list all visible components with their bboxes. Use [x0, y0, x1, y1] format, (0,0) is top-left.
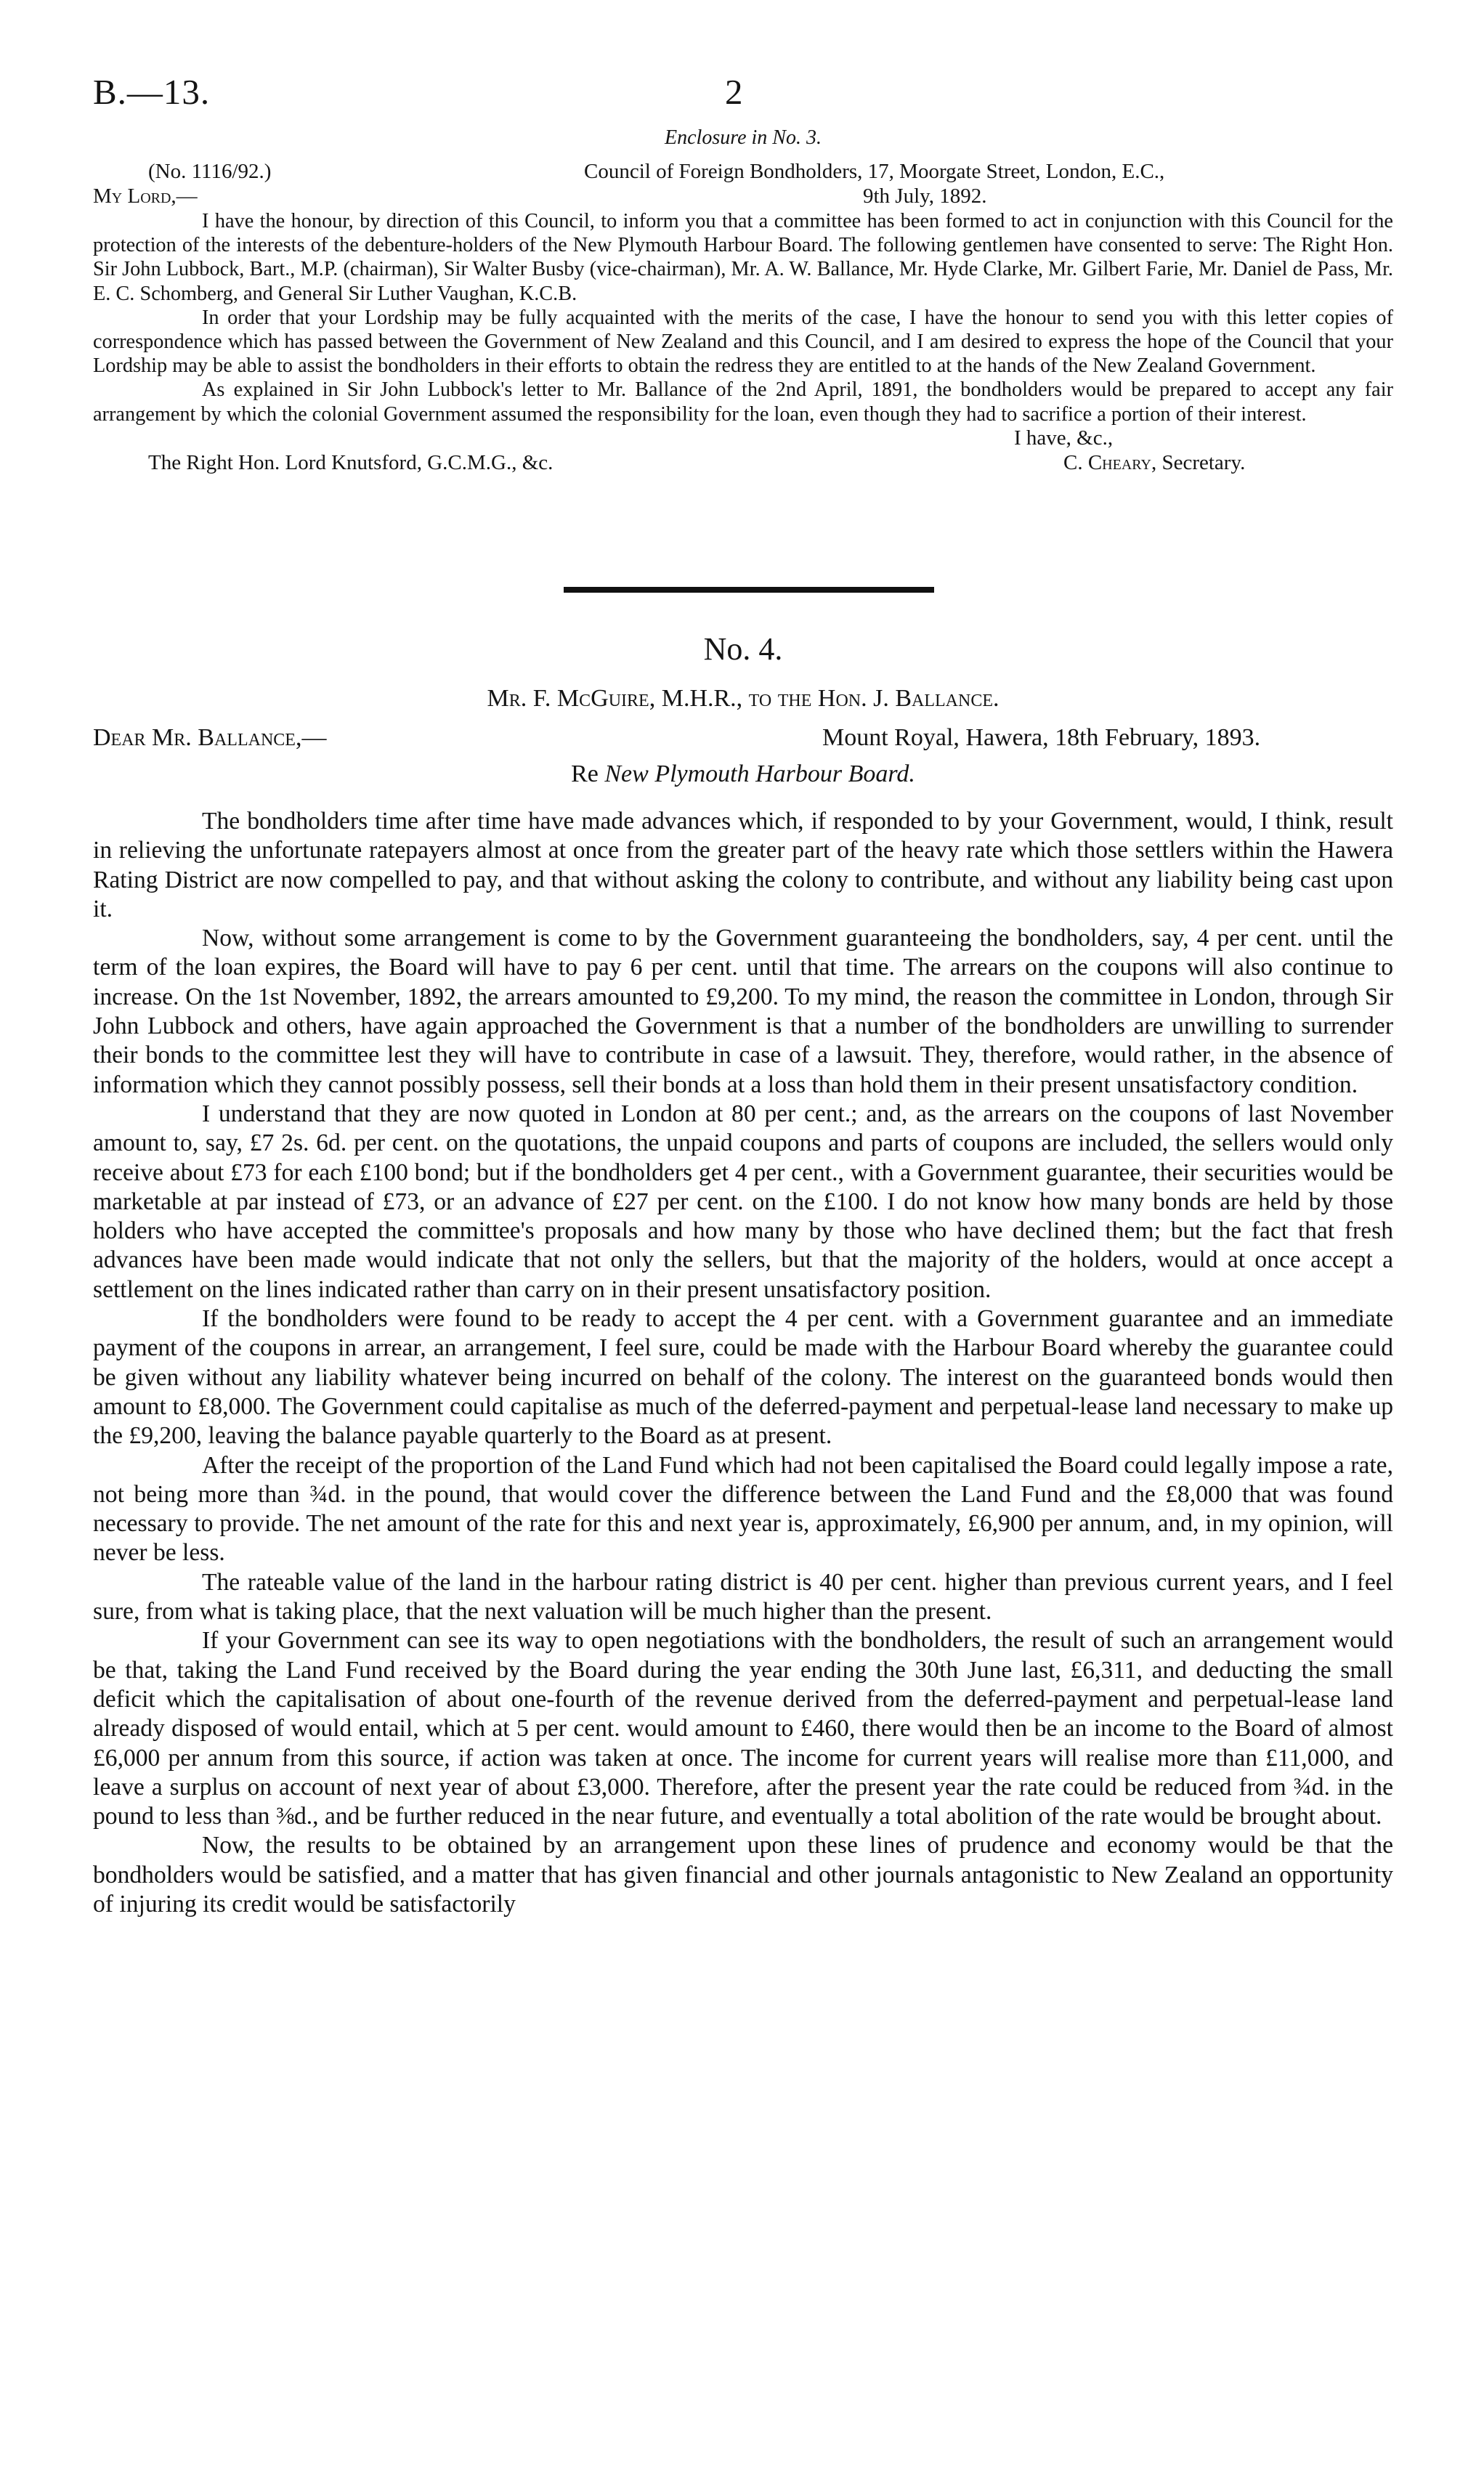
letter-paragraph: I understand that they are now quoted in London at 80 per cent.; and, as the arrears on the coupons of last November amount to, say, £7 2s. 6d. per cent. on the quotations, the unpaid coupons and parts of coupons are included, the sellers would only receive about £73 for each £100 bond; but if the bondholders get 4 per cent., with a Government guarantee, their securities would be marketable at par instead of £73, or an advance of £27 per cent. on the £100. I do not know how many bonds are held by those holders who have accepted the committee's proposals and how many by those who have declined them; but the fact that fresh advances have been made would indicate that not only the sellers, but that the majority of the holders, would at once accept a settlement on the lines indicated rather than carry on in their present unsatisfactory position.: [93, 1100, 1393, 1303]
letter-paragraph: The bondholders time after time have made advances which, if responded to by your Government, would, I think, result in relieving the unfortunate ratepayers almost at once from the greater part of the heavy rate which those settlers within the Hawera Rating District are now compelled to pay, and that without asking the colony to contribute, and without any liability being cast upon it.: [93, 808, 1393, 922]
enclosure-signature: [1063, 451, 1245, 475]
document-title: No. 4.: [703, 631, 783, 667]
enclosure-title: Enclosure in No. 3.: [665, 126, 822, 149]
enclosure-heading: [93, 160, 1393, 184]
enclosure-signature-line: [93, 451, 1393, 476]
letter-subject: [93, 760, 1393, 788]
letter-no-4: [93, 630, 1393, 1919]
signatory-name: C. Cheary: [1063, 450, 1151, 474]
section-divider: [564, 587, 934, 593]
enclosure-sender-address: Council of Foreign Bondholders, 17, Moorgate Street, London, E.C.,: [584, 160, 1165, 183]
enclosure-closing: I have, &c.,: [1014, 426, 1114, 450]
enclosure-date: 9th July, 1892.: [863, 184, 987, 208]
letter-paragraph: Now, the results to be obtained by an arrangement upon these lines of prudence and economy would be that the bondholders would be satisfied, and a matter that has given financial and other journals antagonistic to New Zealand an opportunity of injuring its credit would be satisfactorily: [93, 1832, 1393, 1918]
letter-paragraph: If the bondholders were found to be ready to accept the 4 per cent. with a Government guarantee and an immediate payment of the coupons in arrear, an arrangement, I feel sure, could be made with the Harbour Board whereby the guarantee could be given without any liability whatever being incurred on behalf of the colony. The interest on the guaranteed bonds would then amount to £8,000. The Government could capitalise as much of the deferred-payment and perpetual-lease land necessary to make up the £9,200, leaving the balance payable quarterly to the Board as at present.: [93, 1305, 1393, 1450]
subject-prefix: Re: [571, 760, 599, 787]
page-number: 2: [725, 72, 743, 112]
enclosure-paragraph: In order that your Lordship may be fully acquainted with the merits of the case, I have the honour to send you with this letter copies of correspondence which has passed between the Government of New Zealand and this Council, and I am desired to express the hope of the Council that your Lordship may be able to assist the bondholders in their efforts to obtain the redress they are entitled to at the hands of the New Zealand Government.: [93, 306, 1393, 378]
enclosure-salutation: My Lord,—: [93, 184, 198, 208]
enclosure-paragraph: I have the honour, by direction of this Council, to inform you that a committee has been formed to act in conjunction with this Council for the protection of the interests of the debenture-holders of the New Plymouth Harbour Board. The following gentlemen have consented to serve: The Right Hon. Sir John Lubbock, Bart., M.P. (chairman), Sir Walter Busby (vice-chairman), Mr. A. W. Ballance, Mr. Hyde Clarke, Mr. Gilbert Farie, Mr. Daniel de Pass, Mr. E. C. Schomberg, and General Sir Luther Vaughan, K.C.B.: [93, 210, 1393, 305]
letter-paragraph: After the receipt of the proportion of the Land Fund which had not been capitalised the Board could legally impose a rate, not being more than ¾d. in the pound, that would cover the difference between the Land Fund and the £8,000 that was found necessary to provide. The net amount of the rate for this and next year is, approximately, £6,900 per annum, and, in my opinion, will never be less.: [93, 1451, 1393, 1567]
subject-title: New Plymouth Harbour Board.: [604, 760, 915, 787]
enclosure-closing-line: [93, 426, 1393, 451]
letter-address-date: Mount Royal, Hawera, 18th February, 1893.: [822, 724, 1261, 751]
page-header: [93, 71, 1393, 115]
letter-salutation: Dear Mr. Ballance,—: [93, 724, 327, 751]
paper-reference: B.—13.: [93, 72, 211, 112]
letter-paragraph: The rateable value of the land in the harbour rating district is 40 per cent. higher than previous current years, and I feel sure, from what is taking place, that the next valuation will be much higher than the present.: [93, 1568, 1393, 1626]
enclosure-paragraph: As explained in Sir John Lubbock's letter to Mr. Ballance of the 2nd April, 1891, the bondholders would be prepared to accept any fair arrangement by which the colonial Government assumed the responsibility for the loan, even though they had to sacrifice a portion of their interest.: [93, 378, 1393, 426]
letter-paragraph: If your Government can see its way to open negotiations with the bondholders, the result of such an arrangement would be that, taking the Land Fund received by the Board during the year ending the 30th June last, £6,311, and deducting the small deficit which the capitalisation of about one-fourth of the revenue derived from the deferred-payment and perpetual-lease land already disposed of would entail, which at 5 per cent. would amount to £460, there would then be an income to the Board of almost £6,000 per annum from this source, if action was taken at once. The income for current years will realise more than £11,000, and leave a surplus on account of next year of about £3,000. Therefore, after the present year the rate could be reduced from ¾d. in the pound to less than ⅜d., and be further reduced in the near future, and eventually a total abolition of the rate would be brought about.: [93, 1627, 1393, 1830]
letter-salutation-line: [93, 724, 1393, 758]
document-subtitle: Mr. F. McGuire, M.H.R., to the Hon. J. Ballance.: [487, 685, 1000, 712]
enclosure-addressee: The Right Hon. Lord Knutsford, G.C.M.G., &c.: [148, 450, 554, 474]
enclosure-ref-number: (No. 1116/92.): [148, 160, 272, 183]
letter-paragraph: Now, without some arrangement is come to by the Government guaranteeing the bondholders, say, 4 per cent. until the term of the loan expires, the Board will have to pay 6 per cent. until that time. The arrears on the coupons will also continue to increase. On the 1st November, 1892, the arrears amounted to £9,200. To my mind, the reason the committee in London, through Sir John Lubbock and others, have again approached the Government is that a number of the bondholders are unwilling to surrender their bonds to the committee lest they will have to contribute in case of a lawsuit. They, therefore, would rather, in the absence of information which they cannot possibly possess, sell their bonds at a loss than hold them in their present unsatisfactory condition.: [93, 925, 1393, 1098]
enclosure-letter: [93, 126, 1393, 476]
signatory-title: , Secretary.: [1151, 450, 1246, 474]
enclosure-salutation-line: [93, 184, 1393, 209]
